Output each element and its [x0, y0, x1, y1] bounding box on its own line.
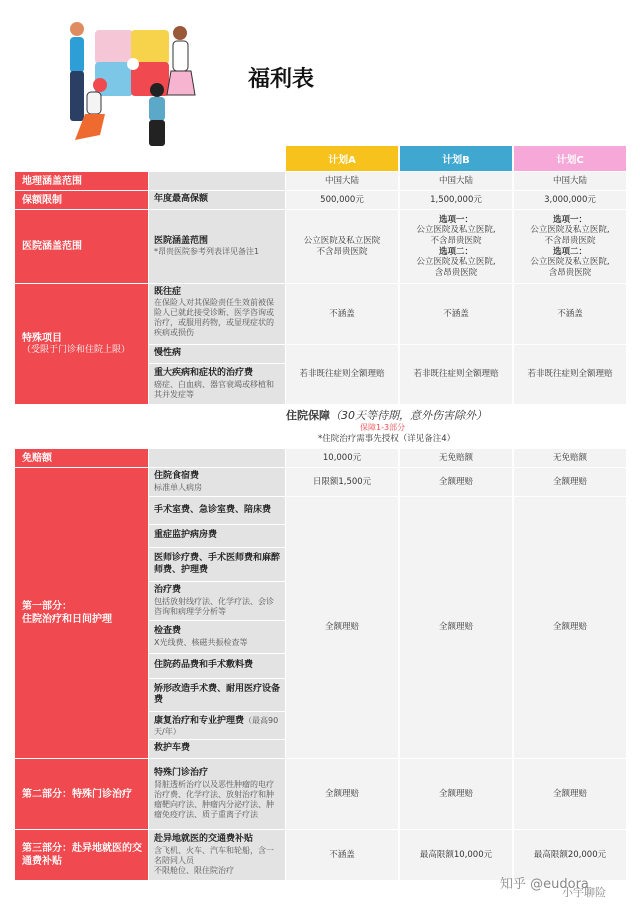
part1-label: 第一部分： 住院治疗和日间护理: [15, 468, 148, 758]
part2-sub: [149, 759, 285, 829]
watermark-zhihu: 知乎 @eudora: [500, 877, 589, 892]
plan-c-header: 计划C: [514, 146, 626, 171]
serious-a: 若非既往症则全额理赔: [286, 345, 398, 404]
region-b: 中国大陆: [400, 172, 512, 190]
part1-item-text: 标准单人病房: [154, 482, 202, 492]
limit-b: 1,500,000元: [400, 191, 512, 209]
region-sub: [149, 172, 285, 190]
limit-sub-title: 年度最高保额: [154, 194, 209, 205]
inpatient-scope: 保障1-3部分: [360, 423, 406, 432]
part1-item-text: （最高90天/年）: [154, 716, 279, 737]
page-title: 福利表: [248, 67, 315, 92]
hospital-sub-title: 医院涵盖范围: [154, 235, 209, 246]
hospital-label: 医院涵盖范围: [15, 210, 148, 283]
part1-item-text: 包括放射线疗法、化学疗法、会诊咨询和病理学分析等: [154, 596, 274, 616]
part1-item-title: 检查费: [154, 626, 182, 637]
preexisting-a: 不涵盖: [286, 284, 398, 344]
inpatient-note: *住院治疗需事先授权（详见备注4）: [318, 434, 456, 444]
limit-a: 500,000元: [286, 191, 398, 209]
part1-rest-c: 全额理赔: [514, 497, 626, 758]
part1-room-a: 日限额1,500元: [286, 468, 398, 496]
serious-c: 若非既往症则全额理赔: [514, 345, 626, 404]
part1-item: [149, 654, 285, 678]
part1-rest-b: 全额理赔: [400, 497, 512, 758]
part3-a: 不涵盖: [286, 830, 398, 880]
limit-sub: [149, 191, 285, 209]
part3-label: 第三部分：赴异地就医的交通费补贴: [15, 830, 148, 880]
preexisting-c: 不涵盖: [514, 284, 626, 344]
special-label-title: 特殊项目: [22, 332, 62, 344]
part3-title: 赴异地就医的交通费补贴: [154, 834, 254, 845]
deductible-sub: [149, 449, 285, 467]
part3-b: 最高限额10,000元: [400, 830, 512, 880]
limit-c: 3,000,000元: [514, 191, 626, 209]
puzzle-team-illustration: [55, 15, 205, 150]
hospital-b-opt1-text: 公立医院及私立医院, 不含昂贵医院: [416, 225, 496, 246]
deductible-b: 无免赔额: [400, 449, 512, 467]
region-a: 中国大陆: [286, 172, 398, 190]
part1-item-title: 康复治疗和专业护理费: [154, 716, 245, 726]
serious-text: 癌症、白血病、器官衰竭或移植和其并发症等: [154, 379, 274, 399]
part1-item-title: 住院药品费和手术敷料费: [154, 660, 254, 671]
part1-item-title: 住院食宿费: [154, 471, 200, 482]
part3-sub: [149, 830, 285, 880]
inpatient-heading: [286, 407, 626, 423]
part1-room-c: 全额理赔: [514, 468, 626, 496]
part1-item: [149, 497, 285, 524]
hospital-c: [514, 210, 626, 283]
plan-b-header: 计划B: [400, 146, 512, 171]
hospital-b-opt1: 选项一：: [438, 214, 473, 225]
chronic-title: 慢性病: [154, 348, 182, 359]
hospital-c-opt1: 选项一：: [552, 214, 587, 225]
region-label: 地理涵盖范围: [15, 172, 148, 190]
part2-c: 全额理赔: [514, 759, 626, 829]
part1-room-b: 全额理赔: [400, 468, 512, 496]
part2-b: 全额理赔: [400, 759, 512, 829]
part2-a: 全额理赔: [286, 759, 398, 829]
part1-item-title: 医师诊疗费、手术医师费和麻醉师费、护理费: [154, 553, 281, 575]
preexisting-text: 在保险人对其保险责任生效前被保险人已就此接受诊断、医学咨询或治疗，或服用药物，或显现症状的疾病或损伤: [154, 298, 274, 338]
hospital-c-opt2-text: 公立医院及私立医院, 含昂贵医院: [530, 257, 610, 278]
part1-item: [149, 712, 285, 739]
part1-item-title: 重症监护病房费: [154, 530, 218, 541]
region-c: 中国大陆: [514, 172, 626, 190]
part2-text: 肾脏透析治疗以及恶性肿瘤的电疗治疗费、化学疗法、放射治疗和肿瘤靶向疗法、肿瘤内分泌疗法、肿瘤免疫疗法、质子重离子疗法: [154, 779, 274, 819]
deductible-label: 免赔额: [15, 449, 148, 467]
part1-item-title: 手术室费、急诊室费、陪床费: [154, 504, 272, 515]
part2-title: 特殊门诊治疗: [154, 768, 209, 779]
part3-text: 含飞机、火车、汽车和轮船，含一名陪同人员 不限舱位、限住院治疗: [154, 845, 274, 875]
limit-label: 保额限制: [15, 191, 148, 209]
hospital-c-opt2: 选项二：: [552, 246, 587, 257]
part1-item-title: 治疗费: [154, 585, 182, 596]
part1-item: [149, 548, 285, 581]
plan-a-header: 计划A: [286, 146, 398, 171]
hospital-b: [400, 210, 512, 283]
hospital-a: 公立医院及私立医院 不含昂贵医院: [286, 210, 398, 283]
part1-item-title: 矫形改造手术费、耐用医疗设备费: [154, 683, 281, 705]
hospital-sub: [149, 210, 285, 283]
chronic-sub: [149, 345, 285, 363]
part1-rest-a: 全额理赔: [286, 497, 398, 758]
part2-label: 第二部分：特殊门诊治疗: [15, 759, 148, 829]
preexisting-sub: [149, 284, 285, 344]
hospital-c-opt1-text: 公立医院及私立医院, 不含昂贵医院: [530, 225, 610, 246]
part1-item: [149, 582, 285, 620]
part1-item: [149, 525, 285, 547]
part1-item-title: 救护车费: [154, 743, 191, 754]
part1-item: [149, 740, 285, 758]
watermark-author: 小宇聊险: [562, 886, 606, 899]
deductible-c: 无免赔额: [514, 449, 626, 467]
serious-b: 若非既往症则全额理赔: [400, 345, 512, 404]
part1-item-text: X光线费、核磁共振检查等: [154, 637, 248, 647]
serious-title: 重大疾病和症状的治疗费: [154, 368, 254, 379]
deductible-a: 10,000元: [286, 449, 398, 467]
part1-item: [149, 621, 285, 653]
inpatient-title: 住院保障: [286, 409, 330, 422]
special-label: [15, 284, 148, 404]
hospital-b-opt2: 选项二：: [438, 246, 473, 257]
special-label-note: （受限于门诊和住院上限）: [22, 344, 131, 355]
part1-item: [149, 468, 285, 496]
part3-c: 最高限额20,000元: [514, 830, 626, 880]
hospital-b-opt2-text: 公立医院及私立医院, 含昂贵医院: [416, 257, 496, 278]
hospital-sub-note: *昂贵医院参考列表详见备注1: [154, 247, 260, 257]
part1-item: [149, 679, 285, 711]
preexisting-title: 既往症: [154, 287, 182, 297]
serious-sub: [149, 364, 285, 404]
inpatient-title-note: （30天等待期，意外伤害除外）: [330, 409, 487, 422]
preexisting-b: 不涵盖: [400, 284, 512, 344]
